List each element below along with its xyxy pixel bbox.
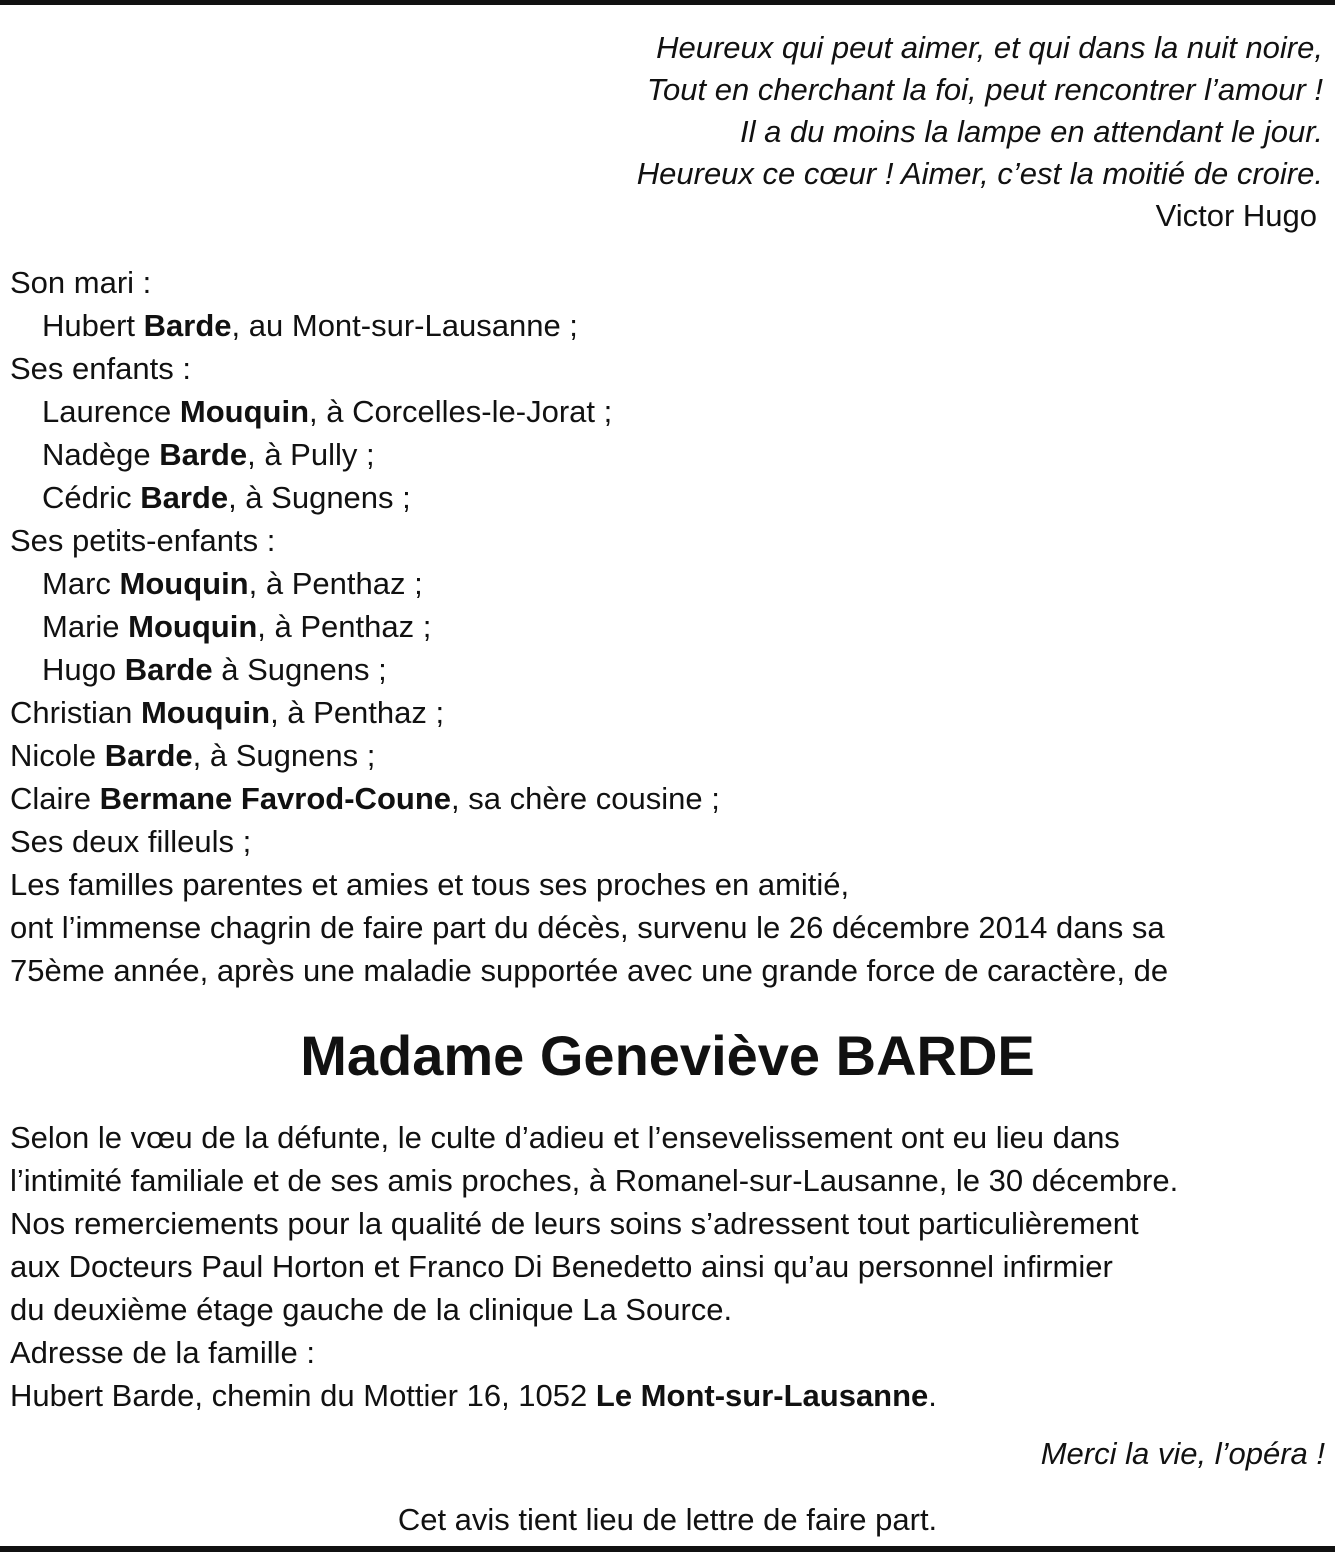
entry-location: , à Corcelles-le-Jorat ; — [309, 394, 613, 429]
first-name: Nadège — [42, 437, 160, 472]
first-name: Nicole — [10, 738, 105, 773]
poem-line: Heureux qui peut aimer, et qui dans la nuit noire, — [656, 30, 1323, 65]
relative-entry — [10, 777, 1330, 820]
grandchild-entry — [10, 648, 1330, 691]
first-name: Laurence — [42, 394, 180, 429]
address-city: Le Mont-sur-Lausanne — [595, 1378, 929, 1413]
poem-line: Il a du moins la lampe en attendant le jour. — [739, 114, 1323, 149]
poem-line: Tout en cherchant la foi, peut rencontrer l’amour ! — [646, 72, 1323, 107]
notice-line: Cet avis tient lieu de lettre de faire part. — [397, 1502, 938, 1537]
entry-location: , à Penthaz ; — [248, 566, 423, 601]
last-name: Mouquin — [179, 394, 310, 429]
child-entry — [10, 390, 1330, 433]
godchildren-line: Ses deux filleuls ; — [10, 824, 252, 859]
closing-quote: Merci la vie, l’opéra ! — [1040, 1436, 1325, 1471]
entry-location: , à Penthaz ; — [270, 695, 445, 730]
last-name: Mouquin — [140, 695, 271, 730]
announcement-line: 75ème année, après une maladie supportée avec une grande force de caractère, de — [10, 953, 1169, 988]
last-name: Barde — [104, 738, 193, 773]
poem-line: Heureux ce cœur ! Aimer, c’est la moitié de croire. — [636, 156, 1323, 191]
ceremony-text — [10, 1116, 1330, 1417]
first-name: Marie — [42, 609, 129, 644]
entry-location: , à Sugnens ; — [228, 480, 411, 515]
child-entry — [10, 433, 1330, 476]
poem-author: Victor Hugo — [1155, 198, 1317, 233]
husband-heading: Son mari : — [10, 265, 152, 300]
ceremony-line: l’intimité familiale et de ses amis proches, à Romanel-sur-Lausanne, le 30 décembre. — [10, 1163, 1179, 1198]
children-heading: Ses enfants : — [10, 351, 191, 386]
first-name: Hugo — [42, 652, 125, 687]
ceremony-line: Nos remerciements pour la qualité de leurs soins s’adressent tout particulièrement — [10, 1206, 1139, 1241]
announcement-line: ont l’immense chagrin de faire part du décès, survenu le 26 décembre 2014 dans sa — [10, 910, 1165, 945]
last-name: Barde — [140, 480, 229, 515]
grandchild-entry — [10, 562, 1330, 605]
last-name: Barde — [159, 437, 248, 472]
child-entry — [10, 476, 1330, 519]
last-name: Barde — [143, 308, 232, 343]
deceased-name: Madame Geneviève BARDE — [300, 1024, 1035, 1087]
grandchild-entry — [10, 605, 1330, 648]
ceremony-line: du deuxième étage gauche de la clinique La Source. — [10, 1292, 733, 1327]
last-name: Bermane Favrod-Coune — [99, 781, 451, 816]
family-address — [10, 1374, 1330, 1417]
top-rule — [0, 0, 1335, 5]
last-name: Barde — [124, 652, 213, 687]
bottom-rule — [0, 1546, 1335, 1552]
entry-location: , à Pully ; — [247, 437, 375, 472]
first-name: Marc — [42, 566, 120, 601]
family-list — [10, 261, 1330, 992]
husband-entry — [10, 304, 1330, 347]
entry-location: , sa chère cousine ; — [451, 781, 720, 816]
address-end: . — [928, 1378, 937, 1413]
first-name: Hubert — [42, 308, 144, 343]
relative-entry — [10, 734, 1330, 777]
first-name: Claire — [10, 781, 100, 816]
grandchildren-heading: Ses petits-enfants : — [10, 523, 276, 558]
relative-entry — [10, 691, 1330, 734]
relatives-line: Les familles parentes et amies et tous ses proches en amitié, — [10, 867, 850, 902]
entry-location: , à Sugnens ; — [192, 738, 376, 773]
first-name: Cédric — [42, 480, 141, 515]
ceremony-line: Selon le vœu de la défunte, le culte d’adieu et l’ensevelissement ont eu lieu dans — [10, 1120, 1120, 1155]
entry-location: à Sugnens ; — [212, 652, 387, 687]
address-street: Hubert Barde, chemin du Mottier 16, 1052 — [10, 1378, 596, 1413]
epigraph-poem — [423, 27, 1323, 237]
first-name: Christian — [10, 695, 141, 730]
last-name: Mouquin — [128, 609, 258, 644]
ceremony-line: aux Docteurs Paul Horton et Franco Di Benedetto ainsi qu’au personnel infirmier — [10, 1249, 1113, 1284]
entry-location: , à Penthaz ; — [257, 609, 432, 644]
entry-location: , au Mont-sur-Lausanne ; — [231, 308, 578, 343]
last-name: Mouquin — [119, 566, 249, 601]
address-heading: Adresse de la famille : — [10, 1335, 315, 1370]
